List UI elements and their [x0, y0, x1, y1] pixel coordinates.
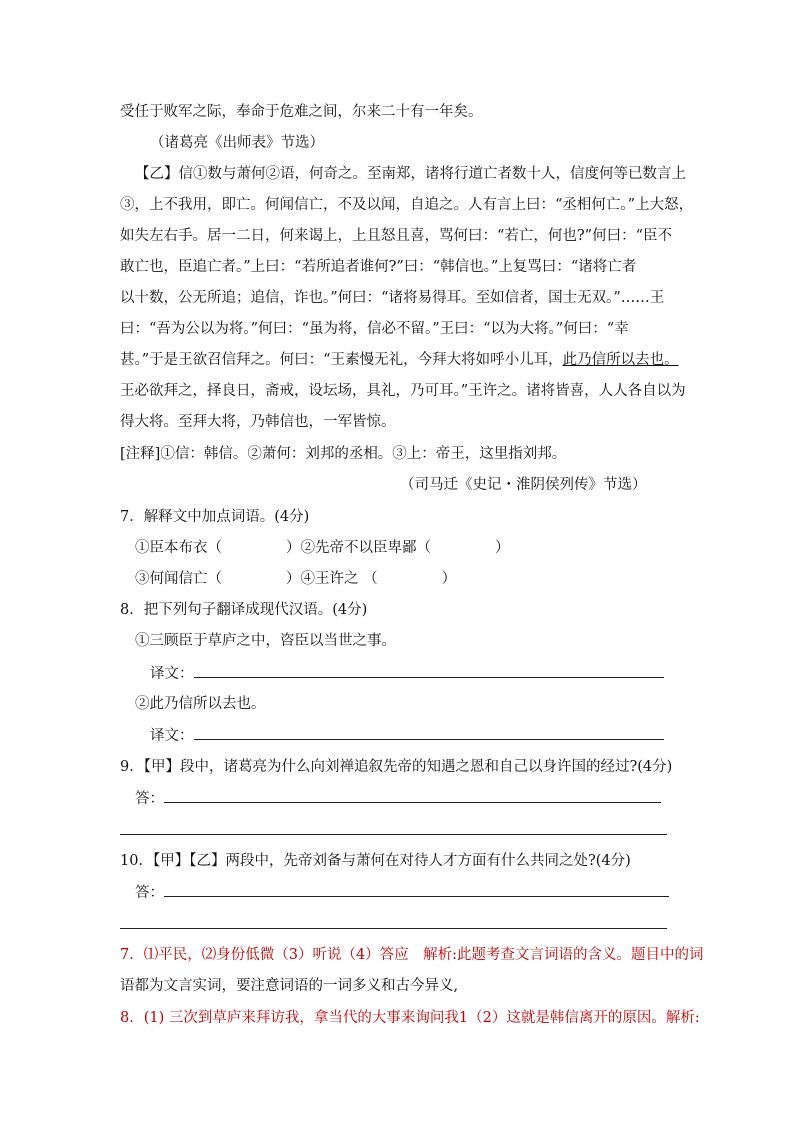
- translation-1-blank[interactable]: [194, 663, 664, 678]
- q7-item-1: ①臣本布衣（: [135, 540, 222, 556]
- passage-yi-line-7: [120, 350, 680, 370]
- passage-yi-source: （司马迁《史记・淮阴侯列传》节选）: [400, 477, 647, 493]
- q9-answer-blank-2[interactable]: [120, 834, 667, 835]
- passage-yi-line-1: 【乙】信①数与萧何②语，何奇之。至南郑，诸将行道亡者数十人，信度何等已数言上: [135, 166, 686, 182]
- passage-yi-line-5: 以十数，公无所追；追信，诈也。”何曰：“诸将易得耳。至如信者，国士无双。”……王: [120, 290, 665, 306]
- answer-7-line-2: 语都为文言实词，要注意词语的一词多义和古今异义,: [120, 978, 459, 994]
- answer-label: 答：: [135, 791, 164, 807]
- passage-yi-line-8: 王必欲拜之，择良日，斋戒，设坛场，具礼，乃可耳。”王许之。诸将皆喜，人人各自以为: [120, 383, 686, 399]
- translation-label: 译文：: [150, 666, 194, 682]
- q7-item-4: ）④王许之 （: [286, 571, 378, 587]
- passage-yi-line-9: 得大将。至拜大将，乃韩信也，一军皆惊。: [120, 414, 396, 430]
- q7-item-3: ③何闻信亡（: [135, 571, 222, 587]
- question-9-answer: [135, 788, 695, 809]
- question-8-title: 8．把下列句子翻译成现代汉语。(4分): [120, 602, 368, 618]
- translation-2-blank[interactable]: [194, 725, 664, 740]
- question-8-answer-1: [150, 663, 710, 684]
- underlined-sentence: 此乃信所以去也。: [562, 352, 679, 368]
- q9-answer-blank-1[interactable]: [164, 788, 661, 803]
- passage-yi-line-7-text: 甚。”于是王欲召信拜之。何曰：“王素慢无礼，今拜大将如呼小儿耳，: [120, 352, 563, 368]
- question-10-title: 10．【甲】【乙】两段中，先帝刘备与萧何在对待人才方面有什么共同之处?(4分): [120, 853, 631, 869]
- answer-8-line-1: 8．(1) 三次到草庐来拜访我，拿当代的大事来询问我1（2）这就是韩信离开的原因。解析:: [120, 1010, 700, 1026]
- question-8-sentence-2: ②此乃信所以去也。: [135, 696, 266, 712]
- passage-jia-source: （诸葛亮《出师表》节选）: [150, 135, 324, 151]
- question-8-sentence-1: ①三顾臣于草庐之中，咨臣以当世之事。: [135, 633, 396, 649]
- q10-answer-blank-1[interactable]: [164, 882, 669, 897]
- passage-yi-line-6: 曰：“吾为公以为将。”何曰：“虽为将，信必不留。”王曰：“以为大将。”何曰：“幸: [120, 321, 629, 337]
- answer-7-line-1: 7．⑴平民，⑵身份低微（3）听说（4）答应 解析:此题考查文言词语的含义。题目中的词: [120, 947, 704, 963]
- answer-label: 答：: [135, 885, 164, 901]
- question-8-answer-2: [150, 725, 710, 746]
- question-7-row-2: [135, 569, 695, 589]
- translation-label: 译文：: [150, 728, 194, 744]
- passage-jia-line: 受任于败军之际，奉命于危难之间，尔来二十有一年矣。: [120, 104, 483, 120]
- q7-item-4-end: ）: [441, 571, 457, 587]
- passage-yi-line-4: 敢亡也，臣追亡者。”上曰：“若所追者谁何?”曰：“韩信也。”上复骂曰：“诸将亡者: [120, 259, 637, 275]
- q7-item-2: ）②先帝不以臣卑鄙（: [286, 540, 431, 556]
- question-10-answer: [135, 882, 695, 903]
- q10-answer-blank-2[interactable]: [120, 928, 667, 929]
- passage-yi-line-3: 如失左右手。居一二日，何来谒上，上且怒且喜，骂何曰：“若亡，何也?”何曰：“臣不: [120, 228, 673, 244]
- question-7-title: 7．解释文中加点词语。(4分): [120, 509, 310, 525]
- passage-yi-notes: [注释]①信：韩信。②萧何：刘邦的丞相。③上：帝王，这里指刘邦。: [120, 446, 567, 462]
- question-7-row-1: [135, 538, 695, 558]
- passage-yi-line-2: ③，上不我用，即亡。何闻信亡，不及以闻，自追之。人有言上曰：“丞相何亡。”上大怒，: [120, 197, 694, 213]
- question-9-title: 9．【甲】段中，诸葛亮为什么向刘禅追叙先帝的知遇之恩和自己以身许国的经过?(4分): [120, 759, 673, 775]
- q7-item-2-end: ）: [495, 540, 510, 556]
